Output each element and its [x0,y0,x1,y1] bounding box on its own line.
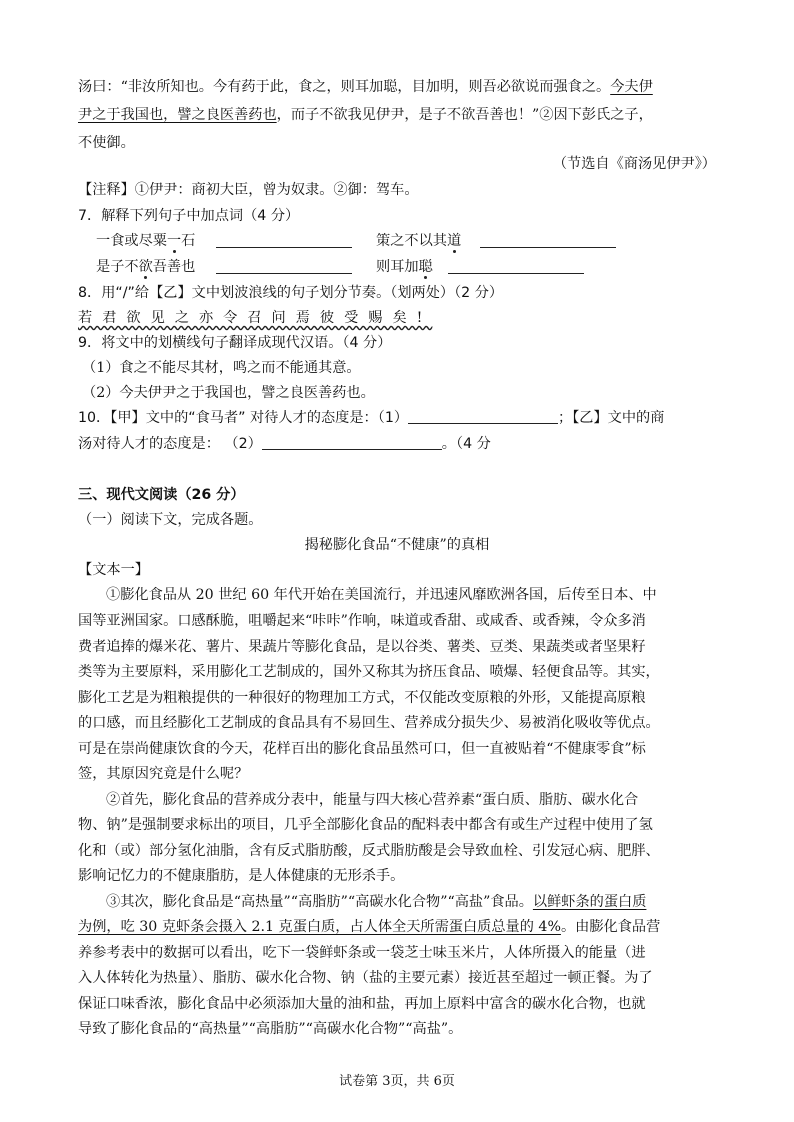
para2-line: 化和（或）部分氢化油脂，含有反式脂肪酸，反式脂肪酸是会导致血栓、引发冠心病、肥胖、 [78,843,660,859]
passage-line-3: 不使御。 [78,135,135,151]
answer-blank[interactable] [216,233,352,248]
passage-line-2: 尹之于我国也，譬之良医善药也，而子不欲我见伊尹，是子不欲吾善也！”②因下彭氏之子， [78,107,653,123]
para1-line: 国等亚洲国家。口感酥脆，咀嚼起来“咔咔”作响，味道或香甜、或咸香、或香辣，令众多消 [78,613,646,629]
q7-item-c: 是子不欲吾善也 [96,259,196,275]
dotted-word: 一 [166,233,182,249]
para3-line: 养参考表中的数据可以看出，吃下一袋鲜虾条或一袋芝士味玉米片，人体所摄入的能量（进 [78,945,646,961]
para1-line: 的口感，而且经膨化工艺制成的食品具有不易回生、营养成分损失少、易被消化吸收等优点。 [78,715,660,731]
para3-line: 为例，吃 30 克虾条会摄入 2.1 克蛋白质，占人体全天所需蛋白质总量的 4%。由膨化食品营 [78,919,661,935]
q7-item-d: 则耳加聪 [376,259,433,275]
section-heading: 三、现代文阅读（26 分） [78,487,245,503]
page-footer: 试卷第 3页，共 6页 [339,1074,455,1089]
answer-blank[interactable] [408,409,558,424]
q8-sentence [78,306,432,330]
para1-line: 费者追捧的爆米花、薯片、果蔬片等膨化食品，是以谷类、薯类、豆类、果蔬类或者坚果籽 [78,639,646,655]
para1-line: 签，其原因究竟是什么呢？ [78,766,249,782]
notes: 【注释】①伊尹：商初大臣，曾为奴隶。②御：驾车。 [78,182,419,198]
article-title: 揭秘膨化食品“不健康”的真相 [304,537,490,553]
q7-item-b: 策之不以其道 [376,233,462,249]
answer-blank[interactable] [480,233,616,248]
question-10-line-1: 10．【甲】文中的“食马者” 对待人才的态度是：（1） ；【乙】文中的商 [78,410,665,426]
para1-line: 类等为主要原料，采用膨化工艺制成的，国外又称其为挤压食品、喷爆、轻便食品等。其实， [78,664,660,680]
para2-line: ②首先，膨化食品的营养成分表中，能量与四大核心营养素“蛋白质、脂肪、碳水化合 [106,792,639,808]
dotted-word: 聪 [418,259,433,275]
q7-item-a: 一食或尽粟一石 [96,233,196,249]
passage-line-1: 汤曰：“非汝所知也。今有药于此，食之，则耳加聪，目加明，则吾必欲说而强食之。今夫伊 [78,79,653,95]
question-7-title: 7．解释下列句子中加点词（4 分） [78,208,300,224]
underlined-sentence: 尹之于我国也，譬之良医善药也 [78,107,277,123]
para3-line: ③其次，膨化食品是“高热量”“高脂肪”“高碳水化合物”“高盐”食品。以鲜虾条的蛋白质 [106,894,647,910]
text-label: 【文本一】 [78,562,149,578]
subsection-heading: （一）阅读下文，完成各题。 [78,512,263,528]
para2-line: 物、钠”是强制要求标出的项目，几乎全部膨化食品的配料表中都含有或生产过程中使用了氢 [78,817,653,833]
question-10-line-2: 汤对待人才的态度是： （2） 。（4 分 [78,436,491,452]
para1-line: 可是在崇尚健康饮食的今天，花样百出的膨化食品虽然可口，但一直被贴着“不健康零食”标 [78,741,646,757]
underlined-sentence: 为例，吃 30 克虾条会摄入 2.1 克蛋白质，占人体全天所需蛋白质总量的 4% [78,919,561,935]
source-citation: （节选自《商汤见伊尹》） [552,156,716,172]
para3-line: 入人体转化为热量）、脂肪、碳水化合物、钠（盐的主要元素）接近甚至超过一顿正餐。为了 [78,970,653,986]
answer-blank[interactable] [448,259,584,274]
q9-sentence-2: （2）今夫伊尹之于我国也，譬之良医善药也。 [82,385,375,401]
answer-blank[interactable] [216,259,352,274]
para2-line: 影响记忆力的不健康脂肪，是人体健康的无形杀手。 [78,868,405,884]
para3-line: 保证口味香浓，膨化食品中必须添加大量的油和盐，再加上原料中富含的碳水化合物，也就 [78,996,646,1012]
underlined-sentence: 今夫伊 [610,79,653,95]
para3-line: 导致了膨化食品的“高热量”“高脂肪”“高碳水化合物”“高盐”。 [78,1021,463,1037]
para1-line: 膨化工艺是为粗粮提供的一种很好的物理加工方式，不仅能改变原粮的外形，又能提高原粮 [78,690,646,706]
dotted-word: 欲 [138,259,153,275]
answer-blank[interactable] [262,435,442,450]
underlined-sentence: 以鲜虾条的蛋白质 [532,894,647,910]
question-9-title: 9．将文中的划横线句子翻译成现代汉语。（4 分） [78,335,392,351]
dotted-word: 道 [446,233,462,249]
question-8-title: 8．用“/”给【乙】文中划波浪线的句子划分节奏。（划两处）（2 分） [78,285,504,301]
wavy-underlined-sentence: 若君欲见之亦令召问焉彼受赐矣! [78,310,433,326]
para1-line: ①膨化食品从 20 世纪 60 年代开始在美国流行，并迅速风靡欧洲各国，后传至日本、中 [106,587,657,603]
q9-sentence-1: （1）食之不能尽其材，鸣之而不能通其意。 [82,360,361,376]
